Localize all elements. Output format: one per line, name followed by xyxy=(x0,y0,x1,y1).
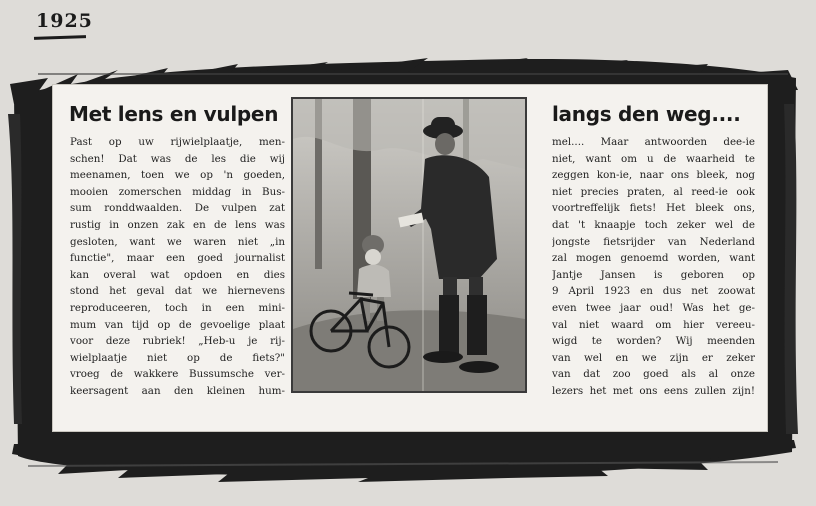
text-line: mum van tijd op de gevoelige plaat xyxy=(70,318,285,331)
text-line: functie", maar een goed journalist xyxy=(70,252,285,265)
text-line: wielplaatje niet op de fiets?" xyxy=(70,351,285,364)
text-line: gesloten, want we waren niet „in xyxy=(70,235,285,248)
text-line: mooien zomerschen middag in Bus- xyxy=(70,185,285,198)
text-line: voortreffelijk fiets! Het bleek ons, xyxy=(552,202,755,215)
text-line: sum ronddwaalden. De vulpen zat xyxy=(70,202,285,215)
article-column-left xyxy=(70,134,285,400)
text-line: keersagent aan den kleinen hum- xyxy=(70,384,285,397)
text-line: rustig in onzen zak en de lens was xyxy=(70,218,285,231)
year-underline xyxy=(34,35,86,40)
text-line: voor deze rubriek! „Heb-u je rij- xyxy=(70,335,285,348)
text-line: niet, want om u de waarheid te xyxy=(552,152,755,165)
text-line: stond het geval dat we hiernevens xyxy=(70,285,285,298)
text-line: jongste fietsrijder van Nederland xyxy=(552,235,755,248)
text-line: kan overal wat opdoen en dies xyxy=(70,268,285,281)
text-line: van dat zoo goed als al onze xyxy=(552,368,755,381)
text-line: val niet waard om hier vereeu- xyxy=(552,318,755,331)
newspaper-clipping xyxy=(52,84,768,432)
text-line: reproduceeren, toch in een mini- xyxy=(70,301,285,314)
headline-left: Met lens en vulpen xyxy=(69,102,279,126)
text-line: schen! Dat was de les die wij xyxy=(70,152,285,165)
text-line: van wel en we zijn er zeker xyxy=(552,351,755,364)
text-line: mel.... Maar antwoorden dee-ie xyxy=(552,136,755,148)
text-line: lezers het met ons eens zullen zijn! xyxy=(552,384,755,397)
text-line: zeggen kon-ie, naar ons bleek, nog xyxy=(552,169,755,182)
text-line: Jantje Jansen is geboren op xyxy=(552,268,755,281)
text-line: even twee jaar oud! Was het ge- xyxy=(552,301,755,314)
year-label: 1925 xyxy=(36,10,93,32)
text-line: dat 't knaapje toch zeker wel de xyxy=(552,218,755,231)
text-line: niet precies praten, al reed-ie ook xyxy=(552,185,755,198)
text-line: Past op uw rijwielplaatje, men- xyxy=(70,136,285,148)
photo-boy-on-bicycle-with-policeman xyxy=(291,97,527,393)
headline-right: langs den weg.... xyxy=(552,102,741,126)
text-line: zal mogen genoemd worden, want xyxy=(552,252,755,265)
text-line: vroeg de wakkere Bussumsche ver- xyxy=(70,368,285,381)
text-line: wigd te worden? Wij meenden xyxy=(552,335,755,348)
text-line: 9 April 1923 en dus net zoowat xyxy=(552,285,755,298)
article-column-right xyxy=(552,134,755,400)
text-line: meenamen, toen we op 'n goeden, xyxy=(70,169,285,182)
